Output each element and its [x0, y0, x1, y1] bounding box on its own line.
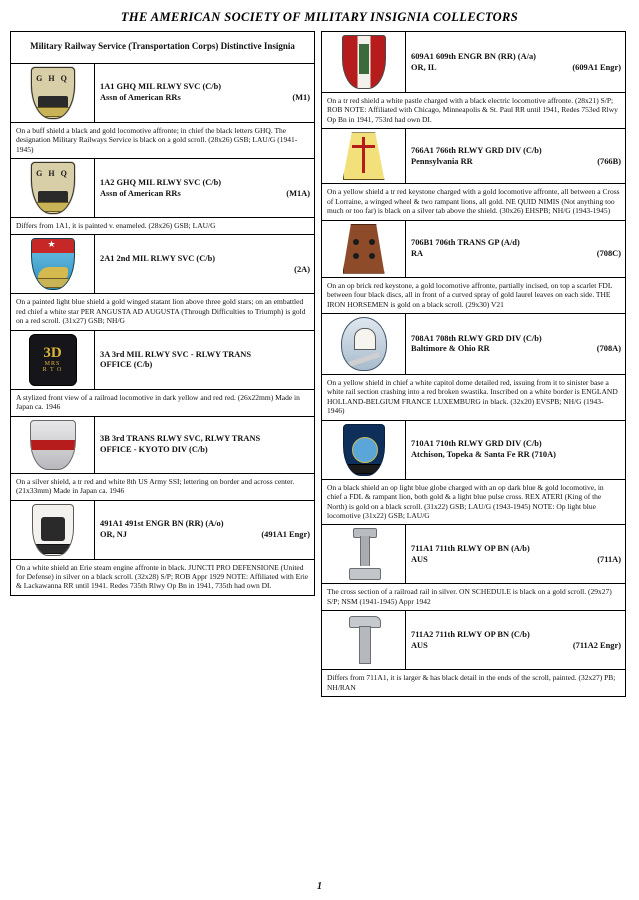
- oval-england-capitol-dome-insignia: [341, 317, 387, 371]
- silver-8th-army-ssi-insignia: [30, 420, 76, 470]
- entry-heading-cell: [406, 221, 625, 277]
- entry-description: On a silver shield, a tr red and white 8th US Army SSI; lettering on border and across center. (21x33mm) Made in Japan ca. 1946: [11, 473, 314, 500]
- cross-of-lorraine-icon: [362, 137, 364, 173]
- insignia-image-cell: [322, 32, 406, 92]
- rail-cross-section-insignia: [347, 528, 381, 580]
- brick-red-keystone-insignia: [343, 224, 385, 274]
- entry-code: 711A2 711th RLWY OP BN (C/b): [411, 630, 530, 640]
- right-column: [321, 31, 626, 869]
- entry-heading-cell: [95, 235, 314, 293]
- entry-description: On a yellow shield in chief a white capitol dome detailed red, issuing from it to sinister base a white rail section crashing into a red broken swastika. Inscribed on a white border is ENGLAND HOLLAND-BELGIUM FRANCE LUXEMBURG in black. (32x20) EVSPB; NH/G (1943-1946): [322, 374, 625, 420]
- insignia-image-cell: [322, 525, 406, 583]
- catalog-entry: [10, 158, 315, 235]
- insignia-image-cell: [322, 314, 406, 374]
- entry-heading-cell: [406, 129, 625, 183]
- rail-section-icon: [348, 352, 380, 367]
- entry-ref: (708C): [596, 249, 621, 259]
- entry-header: [322, 421, 625, 479]
- entry-subtitle: [100, 265, 104, 276]
- entry-header: [322, 314, 625, 374]
- ghq-lettering: G H Q: [36, 73, 69, 83]
- entry-heading-cell: [406, 525, 625, 583]
- entry-description: Differs from 711A1, it is larger & has black detail in the ends of the scroll, painted. (32x27) PB; NH/RAN: [322, 669, 625, 696]
- entry-code: 3B 3rd TRANS RLWY SVC, RLWY TRANS: [100, 434, 261, 444]
- entry-header: [322, 221, 625, 277]
- entry-code: 1A2 GHQ MIL RLWY SVC (C/b): [100, 177, 222, 187]
- entry-ref: (M1A): [286, 188, 310, 198]
- entry-ref: (M1): [292, 93, 310, 103]
- 3d-lettering: 3D: [43, 345, 62, 362]
- catalog-entry: [10, 416, 315, 501]
- entry-ref: (711A2 Engr): [572, 640, 621, 650]
- rail-spike-insignia: [347, 614, 381, 666]
- ghq-shield-insignia: [31, 162, 75, 214]
- entry-ref: (491A1 Engr): [261, 530, 310, 539]
- entry-heading-cell: [406, 421, 625, 479]
- entry-heading-cell: [95, 159, 314, 217]
- star-icon: ★: [47, 239, 56, 250]
- entry-subtitle: RA: [411, 249, 424, 259]
- entry-code: 491A1 491st ENGR BN (RR) (A/o): [100, 519, 224, 529]
- left-column: [10, 31, 315, 869]
- entry-header: [11, 235, 314, 293]
- entry-code: 710A1 710th RLWY GRD DIV (C/b): [411, 439, 542, 449]
- entry-description: On a buff shield a black and gold locomotive affronte; in chief the black letters GHQ. The designation Military Railways Service is black on a gold scroll. (28x26) GSB; LAU/G (1941-1945): [11, 122, 314, 158]
- spike-shaft: [359, 626, 371, 664]
- electric-locomotive-icon: [359, 44, 369, 74]
- scroll-icon: [31, 278, 75, 288]
- insignia-image-cell: [322, 129, 406, 183]
- black-disc-icon: [353, 239, 359, 245]
- entry-description: On a white shield an Erie steam engine affronte in black. JUNCTI PRO DEFENSIONE (United for Defense) in silver on a black scroll. (32x28) S/P; ROB Appr 1929 NOTE: Affiliated with Erie & Lackawanna RR until 1941. Redes 735th Rlwy Op Bn in 1941, 735th had own DI.: [11, 559, 314, 595]
- entry-header: [11, 501, 314, 559]
- scroll-icon: [31, 202, 75, 212]
- entry-heading-cell: [406, 611, 625, 669]
- entry-subtitle: OFFICE - KYOTO DIV (C/b): [100, 445, 208, 455]
- entry-ref: (711A): [597, 554, 621, 564]
- entry-header: [322, 129, 625, 183]
- two-column-layout: [10, 31, 629, 869]
- insignia-image-cell: [11, 501, 95, 559]
- entry-description: Differs from 1A1, it is painted v. enameled. (28x26) GSB; LAU/G: [11, 217, 314, 234]
- insignia-image-cell: [322, 611, 406, 669]
- insignia-image-cell: [11, 159, 95, 217]
- entry-heading-cell: [95, 417, 314, 473]
- entry-subtitle: OFFICE (C/b): [100, 360, 153, 370]
- entry-description: On a black shield an op light blue globe charged with an op dark blue & gold locomotive, in chief a FDL & rampant lion, both gold & a light blue pulse cross. REX ATERI (King of the North) is gold on a black scroll. (31x22) GSB; LAU/G (1943-1945) NOTE: Op light blue locomotive (31x22) GSB; LAU/G: [322, 479, 625, 525]
- entry-header: [322, 611, 625, 669]
- entry-description: On an op brick red keystone, a gold locomotive affronte, partially incised, on top a scarlet FDL between four black discs, all in front of a curved spray of gold laurel leaves on each side. THE IRON HORSEMEN is gold on a black scroll. (29x30) V21: [322, 277, 625, 313]
- blue-globe-lion-insignia: [343, 424, 385, 476]
- entry-ref: (609A1 Engr): [572, 62, 621, 72]
- entry-code: 3A 3rd MIL RLWY SVC - RLWY TRANS: [100, 349, 252, 359]
- black-disc-icon: [369, 239, 375, 245]
- catalog-entry: [321, 31, 626, 129]
- insignia-image-cell: [11, 235, 95, 293]
- red-white-band: [31, 440, 75, 450]
- scroll-icon: [343, 464, 385, 474]
- rail-foot: [349, 568, 381, 580]
- entry-header: [11, 64, 314, 122]
- black-disc-icon: [369, 253, 375, 259]
- entry-header: [11, 417, 314, 473]
- catalog-entry: [321, 128, 626, 220]
- page-number: 1: [317, 881, 322, 892]
- insignia-image-cell: [11, 64, 95, 122]
- insignia-image-cell: [322, 221, 406, 277]
- catalog-entry: [321, 220, 626, 314]
- entry-code: 2A1 2nd MIL RLWY SVC (C/b): [100, 254, 216, 264]
- entry-subtitle: Assn of American RRs: [100, 93, 181, 103]
- entry-code: 708A1 708th RLWY GRD DIV (C/b): [411, 333, 542, 343]
- entry-ref: (2A): [294, 264, 310, 274]
- section-title: Military Railway Service (Transportation Corps) Distinctive Insignia: [10, 31, 315, 64]
- red-white-shield-castle-insignia: [342, 35, 386, 89]
- catalog-entry: [10, 63, 315, 159]
- entry-code: 1A1 GHQ MIL RLWY SVC (C/b): [100, 82, 222, 92]
- entry-heading-cell: [95, 501, 314, 559]
- entry-subtitle: OR, NJ: [100, 530, 127, 539]
- catalog-entry: [10, 234, 315, 330]
- ghq-shield-insignia: [31, 67, 75, 119]
- entry-header: [322, 32, 625, 92]
- insignia-image-cell: [11, 331, 95, 389]
- entry-subtitle: AUS: [411, 554, 428, 564]
- entry-subtitle: Pennsylvania RR: [411, 156, 473, 166]
- catalog-entry: [10, 330, 315, 417]
- catalog-entry: [321, 420, 626, 526]
- 3d-mrs-to-black-insignia: [29, 334, 77, 386]
- cross-bar-icon: [352, 145, 374, 148]
- entry-heading-cell: [95, 331, 314, 389]
- rto-lettering: R T O: [42, 367, 63, 374]
- entry-header: [11, 331, 314, 389]
- white-shield-erie-engine-insignia: [32, 504, 74, 556]
- catalog-entry: [321, 524, 626, 611]
- scroll-icon: [31, 107, 75, 117]
- black-disc-icon: [353, 253, 359, 259]
- entry-code: 609A1 609th ENGR BN (RR) (A/a): [411, 51, 536, 61]
- entry-heading-cell: [406, 314, 625, 374]
- entry-description: The cross section of a railroad rail in silver. ON SCHEDULE is black on a gold scroll. (29x27) S/P; NSM (1941-1945) Appr 1942: [322, 583, 625, 610]
- entry-code: 711A1 711th RLWY OP BN (A/b): [411, 544, 530, 554]
- mrs-lettering: MRS: [44, 361, 61, 368]
- entry-ref: (766B): [597, 156, 621, 166]
- page-title: THE AMERICAN SOCIETY OF MILITARY INSIGNIA COLLECTORS: [120, 10, 519, 24]
- entry-code: 766A1 766th RLWY GRD DIV (C/b): [411, 146, 542, 156]
- catalog-entry: [10, 500, 315, 596]
- entry-heading-cell: [406, 32, 625, 92]
- capitol-dome-icon: [354, 328, 376, 350]
- insignia-image-cell: [322, 421, 406, 479]
- entry-code: 706B1 706th TRANS GP (A/d): [411, 238, 520, 248]
- insignia-image-cell: [11, 417, 95, 473]
- blue-shield-winged-lion: [31, 238, 75, 290]
- catalog-entry: [321, 610, 626, 697]
- entry-ref: (708A): [596, 344, 621, 354]
- steam-engine-icon: [41, 517, 65, 541]
- entry-heading-cell: [95, 64, 314, 122]
- entry-subtitle: Assn of American RRs: [100, 188, 181, 198]
- entry-subtitle: Atchison, Topeka & Santa Fe RR (710A): [411, 450, 556, 460]
- entry-description: On a painted light blue shield a gold winged statant lion above three gold stars; on an embattled red chief a white star PER ANGUSTA AD AUGUSTA (Through Difficulties to Triumph) is gold on a red scroll. (31x27) GSB; NH/G: [11, 293, 314, 329]
- entry-description: On a yellow shield a tr red keystone charged with a gold locomotive affronte, all between a Cross of Lorraine, a winged wheel & two rampant lions, all gold. NE QUID NIMIS (Not anything too much or too far) is black on a silver tab above the shield. (30x26) EHSPB; NH/G (1943-1945): [322, 183, 625, 219]
- entry-subtitle: AUS: [411, 640, 428, 650]
- scroll-icon: [32, 544, 74, 554]
- entry-subtitle: OR, IL: [411, 62, 437, 72]
- entry-description: A stylized front view of a railroad locomotive in dark yellow and red red. (26x22mm) Made in Japan ca. 1946: [11, 389, 314, 416]
- globe-icon: [352, 437, 378, 463]
- entry-header: [322, 525, 625, 583]
- entry-header: [11, 159, 314, 217]
- catalog-entry: [321, 313, 626, 421]
- rail-web: [360, 536, 370, 566]
- entry-description: On a tr red shield a white pastle charged with a black electric locomotive affronte. (28x21) S/P; ROB NOTE: Affiliated with Chicago, Minneapolis & St. Paul RR until 1941, Redes 753ed Rlwy Op Bn in 1941, 753rd had own DI.: [322, 92, 625, 128]
- yellow-keystone-cross-insignia: [343, 132, 385, 180]
- entry-subtitle: Baltimore & Ohio RR: [411, 344, 490, 354]
- ghq-lettering: G H Q: [36, 169, 69, 178]
